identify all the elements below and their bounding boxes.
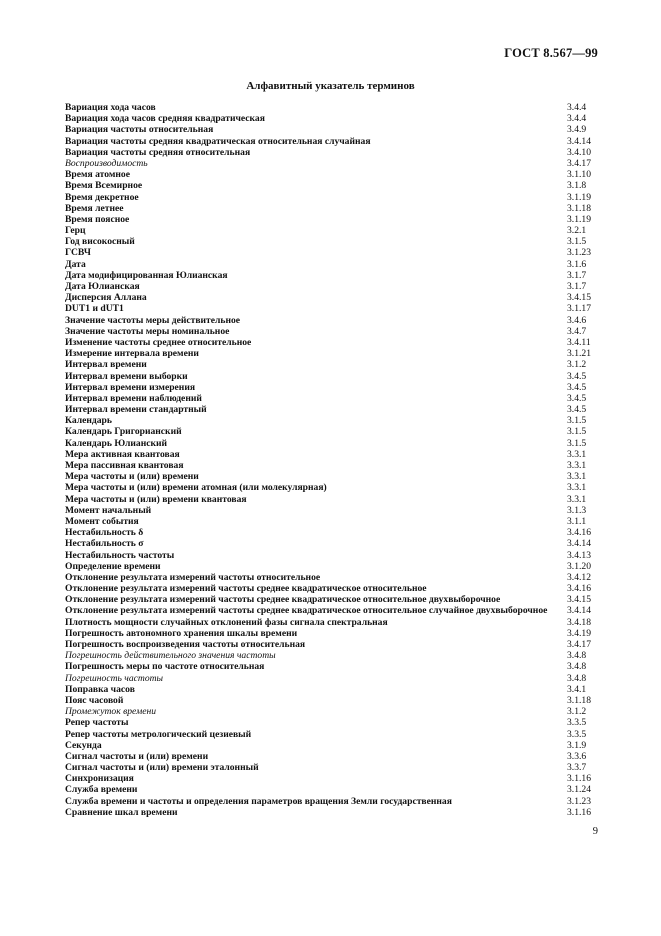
term-name: Мера пассивная квантовая	[65, 460, 184, 471]
term-name: Пояс часовой	[65, 694, 124, 706]
term-entry	[65, 124, 605, 135]
term-section-ref: 3.1.16	[567, 773, 591, 785]
term-section-ref: 3.4.6	[567, 314, 587, 326]
index-title: Алфавитный указатель терминов	[246, 80, 415, 92]
term-section-ref: 3.4.13	[567, 549, 591, 561]
term-section-ref: 3.3.1	[567, 460, 587, 471]
term-name: Вариация хода часов средняя квадратическая	[65, 113, 265, 125]
term-section-ref: 3.4.11	[567, 336, 591, 348]
term-name: Погрешность воспроизведения частоты относительная	[65, 639, 306, 650]
term-section-ref: 3.1.6	[567, 258, 587, 270]
term-entry	[65, 482, 605, 493]
term-section-ref: 3.4.14	[567, 135, 591, 147]
term-section-ref: 3.1.5	[567, 415, 587, 427]
term-section-ref: 3.1.2	[567, 706, 587, 718]
term-name: Поправка часов	[65, 683, 135, 695]
term-name: Воспроизводимость	[65, 157, 148, 169]
term-section-ref: 3.4.18	[567, 616, 591, 628]
term-section-ref: 3.4.16	[567, 527, 591, 539]
term-entry	[65, 393, 605, 404]
term-name: DUT1 и dUT1	[65, 303, 124, 315]
term-name: Нестабильность частоты	[65, 549, 175, 561]
term-entry	[65, 717, 605, 728]
term-entry	[65, 673, 605, 684]
term-name: Календарь Юлианский	[65, 437, 168, 449]
term-name: Дата Юлианская	[65, 281, 140, 292]
term-name: Репер частоты метрологический цезиевый	[65, 728, 252, 740]
term-entry	[65, 773, 605, 784]
term-section-ref: 3.1.17	[567, 303, 591, 315]
term-entry	[65, 505, 605, 516]
term-section-ref: 3.4.16	[567, 583, 591, 595]
term-section-ref: 3.4.9	[567, 124, 587, 136]
term-section-ref: 3.4.5	[567, 404, 587, 416]
term-entry	[65, 426, 605, 437]
term-section-ref: 3.3.7	[567, 762, 587, 774]
term-section-ref: 3.4.8	[567, 661, 587, 673]
term-entry	[65, 650, 605, 661]
term-name: Время декретное	[65, 191, 139, 203]
term-section-ref: 3.3.1	[567, 471, 587, 483]
term-entry	[65, 303, 605, 314]
term-entry	[65, 740, 605, 751]
term-entry	[65, 762, 605, 773]
term-entry	[65, 538, 605, 549]
term-entry	[65, 180, 605, 191]
term-section-ref: 3.4.5	[567, 392, 587, 404]
term-name: Значение частоты меры действительное	[65, 314, 241, 326]
term-name: Служба времени и частоты и определения параметров вращения Земли государственная	[65, 795, 452, 807]
term-name: Момент начальный	[65, 504, 152, 516]
term-name: Мера активная квантовая	[65, 448, 180, 460]
term-entry	[65, 203, 605, 214]
term-section-ref: 3.1.20	[567, 560, 591, 572]
term-entry	[65, 684, 605, 695]
term-name: Время Всемирное	[65, 180, 143, 192]
term-name: Служба времени	[65, 784, 138, 796]
term-section-ref: 3.4.17	[567, 639, 591, 650]
term-name: Год високосный	[65, 236, 135, 248]
term-name: Погрешность автономного хранения шкалы времени	[65, 627, 298, 639]
term-section-ref: 3.1.1	[567, 515, 587, 527]
term-name: Отклонение результата измерений частоты среднее квадратическое относительное	[65, 583, 427, 595]
term-name: Измерение интервала времени	[65, 348, 199, 360]
term-name: Изменение частоты среднее относительное	[65, 336, 252, 348]
term-entry	[65, 449, 605, 460]
term-name: Календарь Григорианский	[65, 426, 182, 438]
term-name: Сравнение шкал времени	[65, 806, 178, 818]
term-name: Секунда	[65, 739, 102, 751]
term-section-ref: 3.3.6	[567, 750, 587, 762]
term-section-ref: 3.3.1	[567, 448, 587, 460]
term-entry	[65, 404, 605, 415]
term-name: Дата модифицированная Юлианская	[65, 269, 228, 281]
term-entry	[65, 729, 605, 740]
term-section-ref: 3.4.7	[567, 325, 587, 337]
term-name: Вариация хода часов	[65, 102, 156, 113]
term-entry	[65, 583, 605, 594]
term-section-ref: 3.4.14	[567, 605, 591, 617]
term-section-ref: 3.4.4	[567, 113, 587, 125]
term-section-ref: 3.3.1	[567, 482, 587, 494]
term-index-list	[65, 102, 605, 818]
term-section-ref: 3.4.12	[567, 571, 591, 583]
term-section-ref: 3.1.18	[567, 694, 591, 706]
term-entry	[65, 247, 605, 258]
term-entry	[65, 695, 605, 706]
page-number: 9	[592, 826, 598, 837]
term-name: Погрешность частоты	[65, 672, 164, 684]
term-name: Погрешность действительного значения частоты	[65, 650, 276, 662]
term-entry	[65, 494, 605, 505]
term-name: Дисперсия Аллана	[65, 292, 147, 304]
term-name: Мера частоты и (или) времени атомная (или молекулярная)	[65, 482, 327, 494]
term-name: Дата	[65, 258, 86, 270]
term-entry	[65, 136, 605, 147]
term-name: ГСВЧ	[65, 247, 91, 259]
term-name: Время летнее	[65, 202, 124, 214]
term-section-ref: 3.1.7	[567, 281, 587, 292]
term-section-ref: 3.1.24	[567, 784, 591, 796]
term-section-ref: 3.3.5	[567, 717, 587, 729]
term-entry	[65, 471, 605, 482]
term-section-ref: 3.4.1	[567, 683, 587, 695]
term-name: Отклонение результата измерений частоты среднее квадратическое относительное двухвыборочное	[65, 594, 501, 606]
term-section-ref: 3.1.8	[567, 180, 587, 192]
term-name: Плотность мощности случайных отклонений фазы сигнала спектральная	[65, 616, 388, 628]
term-name: Сигнал частоты и (или) времени	[65, 750, 209, 762]
term-name: Герц	[65, 225, 86, 237]
term-section-ref: 3.1.19	[567, 191, 591, 203]
term-entry	[65, 236, 605, 247]
term-section-ref: 3.4.5	[567, 381, 587, 393]
term-section-ref: 3.4.10	[567, 146, 591, 158]
term-name: Нестабильность δ	[65, 527, 144, 539]
term-entry	[65, 292, 605, 303]
term-entry	[65, 225, 605, 236]
term-section-ref: 3.1.23	[567, 795, 591, 807]
term-entry	[65, 661, 605, 672]
term-section-ref: 3.3.5	[567, 728, 587, 740]
term-name: Момент события	[65, 515, 139, 527]
term-entry	[65, 147, 605, 158]
term-section-ref: 3.4.8	[567, 672, 587, 684]
term-section-ref: 3.1.9	[567, 739, 587, 751]
term-entry	[65, 807, 605, 818]
term-entry	[65, 158, 605, 169]
term-entry	[65, 516, 605, 527]
term-entry	[65, 337, 605, 348]
term-name: Синхронизация	[65, 773, 134, 785]
term-entry	[65, 605, 605, 616]
term-section-ref: 3.1.3	[567, 504, 587, 516]
term-entry	[65, 382, 605, 393]
term-name: Время поясное	[65, 213, 130, 225]
term-entry	[65, 415, 605, 426]
term-entry	[65, 259, 605, 270]
term-name: Календарь	[65, 415, 112, 427]
term-entry	[65, 348, 605, 359]
term-name: Интервал времени	[65, 359, 147, 371]
term-section-ref: 3.1.7	[567, 269, 587, 281]
term-section-ref: 3.4.15	[567, 292, 591, 304]
term-section-ref: 3.1.5	[567, 236, 587, 248]
term-name: Определение времени	[65, 560, 161, 572]
term-entry	[65, 270, 605, 281]
term-entry	[65, 594, 605, 605]
term-name: Отклонение результата измерений частоты относительное	[65, 571, 321, 583]
term-name: Репер частоты	[65, 717, 129, 729]
term-entry	[65, 169, 605, 180]
term-name: Мера частоты и (или) времени	[65, 471, 199, 483]
term-section-ref: 3.1.16	[567, 806, 591, 818]
term-entry	[65, 784, 605, 795]
term-name: Промежуток времени	[65, 706, 157, 718]
term-entry	[65, 192, 605, 203]
term-entry	[65, 113, 605, 124]
term-name: Вариация частоты относительная	[65, 124, 214, 136]
term-entry	[65, 214, 605, 225]
term-section-ref: 3.2.1	[567, 225, 587, 237]
term-entry	[65, 527, 605, 538]
term-name: Вариация частоты средняя относительная	[65, 146, 251, 158]
term-name: Вариация частоты средняя квадратическая относительная случайная	[65, 135, 371, 147]
term-entry	[65, 359, 605, 370]
term-entry	[65, 102, 605, 113]
term-entry	[65, 326, 605, 337]
term-section-ref: 3.1.2	[567, 359, 587, 371]
term-section-ref: 3.4.19	[567, 627, 591, 639]
term-section-ref: 3.1.18	[567, 202, 591, 214]
term-name: Отклонение результата измерений частоты среднее квадратическое относительное случайное двухвыборочное	[65, 605, 548, 617]
term-entry	[65, 315, 605, 326]
term-entry	[65, 460, 605, 471]
term-entry	[65, 639, 605, 650]
term-entry	[65, 572, 605, 583]
term-section-ref: 3.1.21	[567, 348, 591, 360]
term-name: Интервал времени наблюдений	[65, 392, 202, 404]
term-section-ref: 3.1.5	[567, 437, 587, 449]
term-entry	[65, 706, 605, 717]
term-name: Сигнал частоты и (или) времени эталонный	[65, 762, 259, 774]
term-entry	[65, 550, 605, 561]
term-entry	[65, 561, 605, 572]
term-entry	[65, 628, 605, 639]
term-entry	[65, 751, 605, 762]
term-entry	[65, 371, 605, 382]
term-section-ref: 3.3.1	[567, 493, 587, 505]
term-name: Значение частоты меры номинальное	[65, 325, 230, 337]
term-name: Время атомное	[65, 169, 130, 181]
term-section-ref: 3.4.15	[567, 594, 591, 606]
term-entry	[65, 438, 605, 449]
term-name: Интервал времени измерения	[65, 381, 196, 393]
term-section-ref: 3.1.5	[567, 426, 587, 438]
term-name: Нестабильность σ	[65, 538, 144, 550]
term-section-ref: 3.4.4	[567, 102, 587, 113]
term-entry	[65, 617, 605, 628]
term-name: Интервал времени стандартный	[65, 404, 207, 416]
term-name: Интервал времени выборки	[65, 370, 188, 382]
term-section-ref: 3.4.8	[567, 650, 587, 662]
term-section-ref: 3.1.10	[567, 169, 591, 181]
term-section-ref: 3.1.23	[567, 247, 591, 259]
term-entry	[65, 796, 605, 807]
term-name: Мера частоты и (или) времени квантовая	[65, 493, 247, 505]
term-section-ref: 3.4.14	[567, 538, 591, 550]
term-section-ref: 3.4.17	[567, 157, 591, 169]
term-entry	[65, 281, 605, 292]
document-code: ГОСТ 8.567—99	[504, 46, 598, 60]
term-name: Погрешность меры по частоте относительная	[65, 661, 265, 673]
term-section-ref: 3.1.19	[567, 213, 591, 225]
term-section-ref: 3.4.5	[567, 370, 587, 382]
